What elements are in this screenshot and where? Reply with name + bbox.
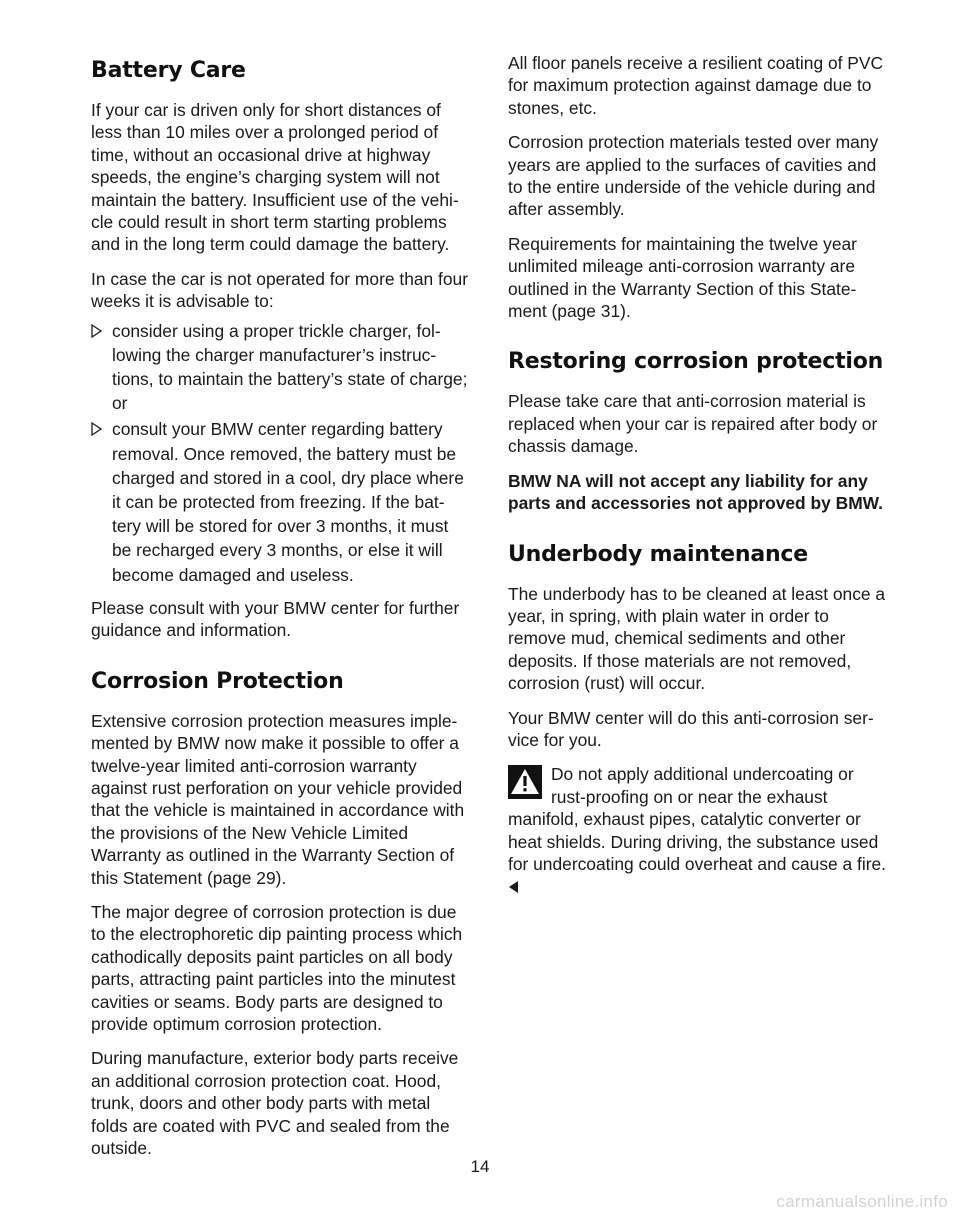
- battery-paragraph-3: Please consult with your BMW center for further guidance and information.: [91, 597, 460, 641]
- battery-bullet-list: [91, 319, 469, 587]
- underbody-paragraph-2: Your BMW center will do this anti-corrosion ser-vice for you.: [508, 707, 874, 750]
- warning-note: [508, 763, 886, 897]
- bullet-triangle-icon: [91, 324, 102, 338]
- corrosion-paragraph-4: All floor panels receive a resilient coating of PVC for maximum protection against damage due to stones, etc.: [508, 53, 884, 118]
- bullet-item: [91, 417, 469, 586]
- bullet-item: [91, 319, 469, 416]
- footer-watermark: carmanualsonline.info: [776, 1192, 948, 1211]
- corrosion-paragraph-1: Extensive corrosion protection measures imple-mented by BMW now make it possible to offer a twelve-year limited anti-corrosion warranty against rust perforation on your vehicle provided that the vehicle is maintained in accordance with the provisions of the New Vehicle Limited Warranty as outlined in the Warranty Section of this Statement (page 29).: [91, 710, 465, 888]
- right-column: [508, 52, 886, 898]
- corrosion-protection-heading: Corrosion Protection: [91, 668, 344, 694]
- corrosion-paragraph-2: The major degree of corrosion protection is due to the electrophoretic dip painting process which cathodically deposits paint particles on all body parts, attracting paint particles into the minutest cavities or seams. Body parts are designed to provide optimum corrosion protection.: [91, 901, 463, 1034]
- underbody-maintenance-heading: Underbody maintenance: [508, 541, 808, 567]
- battery-care-heading: Battery Care: [91, 58, 246, 83]
- bullet-text: consult your BMW center regarding battery removal. Once removed, the battery must be charged and stored in a cool, dry place where it can be protected from freezing. If the bat-tery will be stored for over 3 months, it must be recharged every 3 months, or else it will become damaged and useless.: [112, 419, 464, 585]
- page-number: 14: [470, 1157, 490, 1176]
- battery-paragraph-1: If your car is driven only for short distances of less than 10 miles over a prolonged period of time, without an occasional drive at highway speeds, the engine’s charging system will not maintain the battery. Insufficient use of the vehi-cle could result in short term starting problems and in the long term could damage the battery.: [91, 100, 459, 255]
- end-mark-icon: [509, 881, 518, 893]
- corrosion-paragraph-3: During manufacture, exterior body parts receive an additional corrosion protection coat. Hood, trunk, doors and other body parts with metal folds are coated with PVC and sealed from the outside.: [91, 1048, 459, 1159]
- left-column: [91, 52, 469, 1171]
- restoring-corrosion-heading: Restoring corrosion protection: [508, 349, 884, 375]
- liability-notice: BMW NA will not accept any liability for any parts and accessories not approved by BMW.: [508, 470, 883, 514]
- bullet-triangle-icon: [91, 422, 102, 436]
- underbody-paragraph-1: The underbody has to be cleaned at least once a year, in spring, with plain water in order to remove mud, chemical sediments and other deposits. If those materials are not removed, corrosion (rust) will occur.: [508, 583, 886, 694]
- battery-paragraph-2: In case the car is not operated for more than four weeks it is advisable to:: [91, 268, 469, 312]
- bullet-text: consider using a proper trickle charger, fol-lowing the charger manufacturer’s instruc-tions, to maintain the battery’s state of charge; or: [112, 320, 468, 414]
- warning-icon: [508, 765, 542, 799]
- corrosion-paragraph-5: Corrosion protection materials tested over many years are applied to the surfaces of cavities and to the entire underside of the vehicle during and after assembly.: [508, 132, 879, 220]
- corrosion-paragraph-6: Requirements for maintaining the twelve year unlimited mileage anti-corrosion warranty are outlined in the Warranty Section of this State-ment (page 31).: [508, 233, 857, 322]
- warning-text: Do not apply additional undercoating or rust-proofing on or near the exhaust manifold, exhaust pipes, catalytic converter or heat shields. During driving, the substance used for undercoating could overheat and cause a fire.: [508, 764, 887, 874]
- restoring-paragraph-1: Please take care that anti-corrosion material is replaced when your car is repaired after body or chassis damage.: [508, 391, 878, 457]
